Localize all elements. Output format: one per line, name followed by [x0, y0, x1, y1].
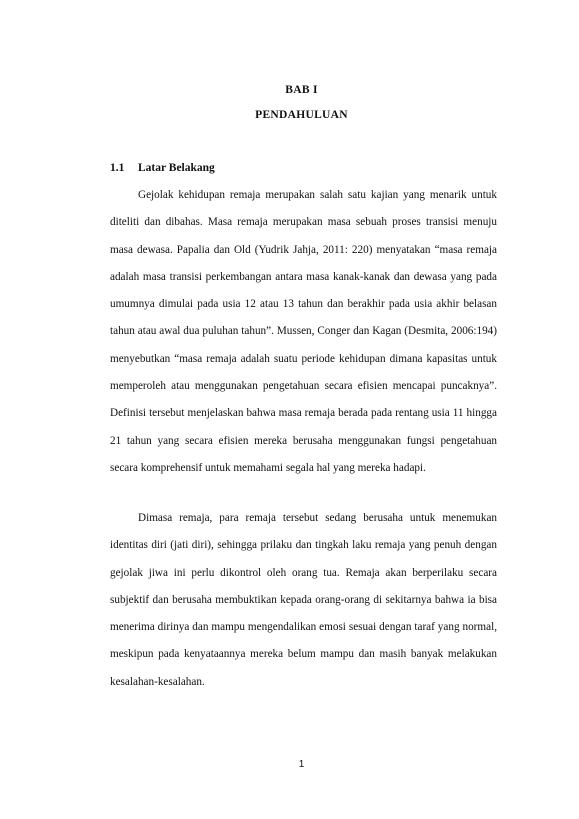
section-number: 1.1: [110, 162, 125, 174]
chapter-title: PENDAHULUAN: [255, 109, 348, 121]
paragraph-2: Dimasa remaja, para remaja tersebut sedang berusaha untuk menemukan identitas diri (jati diri), sehingga prilaku dan tingkah laku remaja yang penuh dengan gejolak jiwa ini perlu dikontrol oleh orang tua. Remaja akan berperilaku secara subjektif dan berusaha membuktikan kepada orang-orang di sekitarnya bahwa ia bisa menerima dirinya dan mampu mengendalikan emosi sesuai dengan taraf yang normal, meskipun pada kenyataannya mereka belum mampu dan masih banyak melakukan kesalahan-kesalahan.: [110, 512, 497, 688]
chapter-label: BAB I: [285, 84, 318, 96]
section-heading: [110, 162, 215, 174]
paragraph-1: Gejolak kehidupan remaja merupakan salah satu kajian yang menarik untuk diteliti dan dibahas. Masa remaja merupakan masa sebuah proses transisi menuju masa dewasa. Papalia dan Old (Yudrik Jahja, 2011: 220) menyatakan “masa remaja adalah masa transisi perkembangan antara masa kanak-kanak dan dewasa yang pada umumnya dimulai pada usia 12 atau 13 tahun dan berakhir pada usia akhir belasan tahun atau awal dua puluhan tahun”. Mussen, Conger dan Kagan (Desmita, 2006:194) menyebutkan “masa remaja adalah suatu periode kehidupan dimana kapasitas untuk memperoleh atau menggunakan pengetahuan secara efisien mencapai puncaknya”. Definisi tersebut menjelaskan bahwa masa remaja berada pada rentang usia 11 hingga 21 tahun yang secara efisien mereka berusaha menggunakan fungsi pengetahuan secara komprehensif untuk memahami segala hal yang mereka hadapi.: [110, 189, 497, 474]
section-title: Latar Belakang: [138, 162, 215, 174]
page-number: 1: [298, 759, 305, 770]
